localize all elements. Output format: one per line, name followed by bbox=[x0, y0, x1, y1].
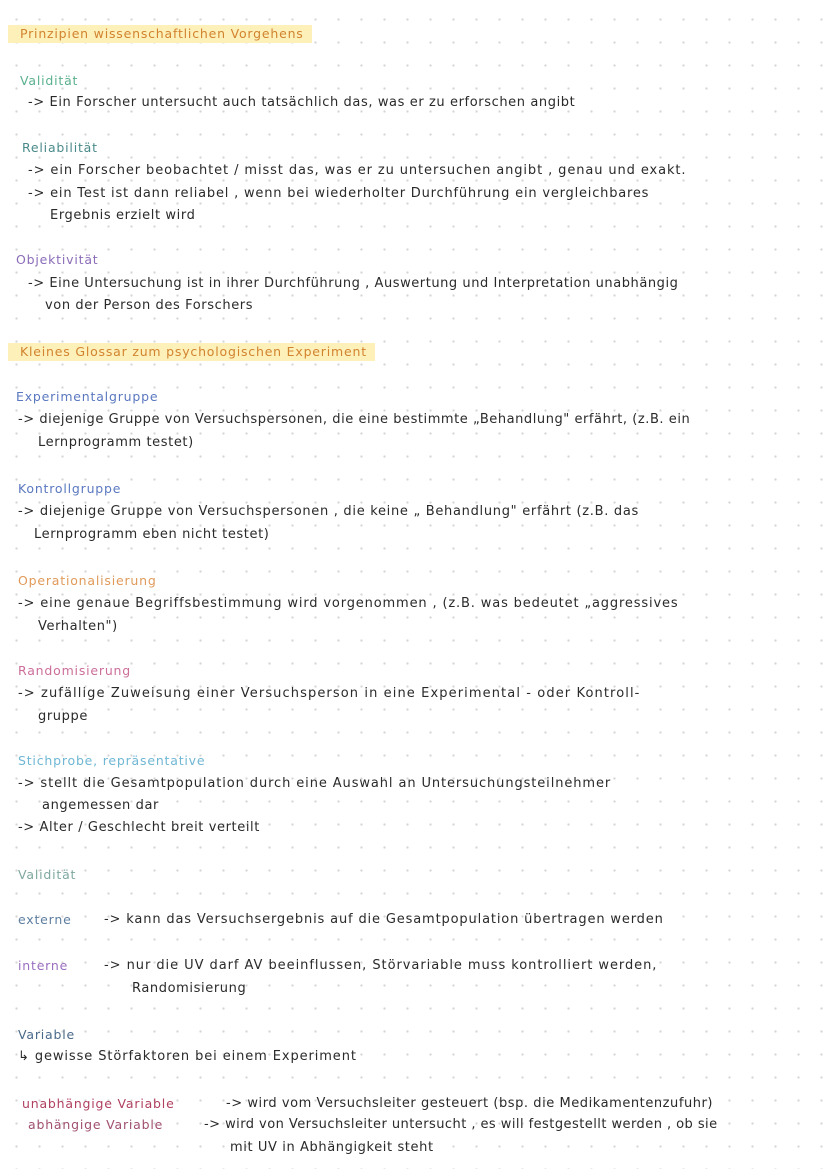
heading-experimental-group: Experimentalgruppe bbox=[16, 389, 159, 404]
independent-text: -> wird vom Versuchsleiter gesteuert (bsp. die Medikamentenzufuhr) bbox=[226, 1096, 714, 1111]
reliability-line-1: -> ein Forscher beobachtet / misst das, was er zu untersuchen angibt , genau und exakt. bbox=[28, 163, 687, 178]
heading-sample: Stichprobe, repräsentative bbox=[18, 753, 206, 768]
variable-line-1: ↳ gewisse Störfaktoren bei einem Experiment bbox=[18, 1049, 357, 1064]
reliability-line-3: Ergebnis erzielt wird bbox=[50, 208, 196, 223]
term-dependent-variable: abhängige Variable bbox=[28, 1117, 164, 1132]
control-group-line-2: Lernprogramm eben nicht testet) bbox=[34, 527, 270, 542]
internal-text: -> nur die UV darf AV beeinflussen, Störvariable muss kontrolliert werden, bbox=[104, 958, 658, 973]
experimental-group-line-1: -> diejenige Gruppe von Versuchspersonen, die eine bestimmte „Behandlung" erfährt, (z.B. ein bbox=[18, 412, 691, 427]
sample-line-1: -> stellt die Gesamtpopulation durch eine Auswahl an Untersuchungsteilnehmer bbox=[18, 776, 612, 791]
section-title-glossary: Kleines Glossar zum psychologischen Experiment bbox=[8, 344, 375, 360]
dependent-text-2: mit UV in Abhängigkeit steht bbox=[230, 1140, 434, 1155]
external-text: -> kann das Versuchsergebnis auf die Gesamtpopulation übertragen werden bbox=[104, 912, 664, 927]
heading-randomization: Randomisierung bbox=[18, 663, 132, 678]
heading-validity-2: Validität bbox=[18, 867, 77, 882]
heading-objectivity: Objektivität bbox=[16, 252, 99, 267]
term-external: externe bbox=[18, 912, 72, 927]
randomization-line-2: gruppe bbox=[38, 709, 88, 724]
sample-line-2: angemessen dar bbox=[42, 798, 159, 813]
randomization-line-1: -> zufällige Zuweisung einer Versuchsperson in eine Experimental - oder Kontroll- bbox=[18, 686, 641, 701]
heading-variable: Variable bbox=[18, 1027, 76, 1042]
heading-validity: Validität bbox=[20, 73, 79, 88]
section-title-principles: Prinzipien wissenschaftlichen Vorgehens bbox=[8, 26, 312, 42]
objectivity-line-1: -> Eine Untersuchung ist in ihrer Durchführung , Auswertung und Interpretation unabhängig bbox=[28, 276, 679, 291]
operationalization-line-2: Verhalten") bbox=[38, 619, 118, 634]
internal-text-2: Randomisierung bbox=[132, 981, 247, 996]
experimental-group-line-2: Lernprogramm testet) bbox=[38, 435, 194, 450]
objectivity-line-2: von der Person des Forschers bbox=[45, 298, 254, 313]
validity-line-1: -> Ein Forscher untersucht auch tatsächlich das, was er zu erforschen angibt bbox=[28, 95, 576, 110]
operationalization-line-1: -> eine genaue Begriffsbestimmung wird vorgenommen , (z.B. was bedeutet „aggressives bbox=[18, 596, 679, 611]
heading-control-group: Kontrollgruppe bbox=[18, 481, 122, 496]
term-internal: interne bbox=[18, 958, 69, 973]
heading-reliability: Reliabilität bbox=[22, 140, 98, 155]
control-group-line-1: -> diejenige Gruppe von Versuchspersonen , die keine „ Behandlung" erfährt (z.B. das bbox=[18, 504, 639, 519]
reliability-line-2: -> ein Test ist dann reliabel , wenn bei wiederholter Durchführung ein vergleichbares bbox=[28, 186, 650, 201]
sample-line-3: -> Alter / Geschlecht breit verteilt bbox=[18, 820, 260, 835]
dependent-text: -> wird von Versuchsleiter untersucht , es will festgestellt werden , ob sie bbox=[204, 1117, 718, 1132]
term-independent-variable: unabhängige Variable bbox=[22, 1096, 175, 1111]
heading-operationalization: Operationalisierung bbox=[18, 573, 157, 588]
